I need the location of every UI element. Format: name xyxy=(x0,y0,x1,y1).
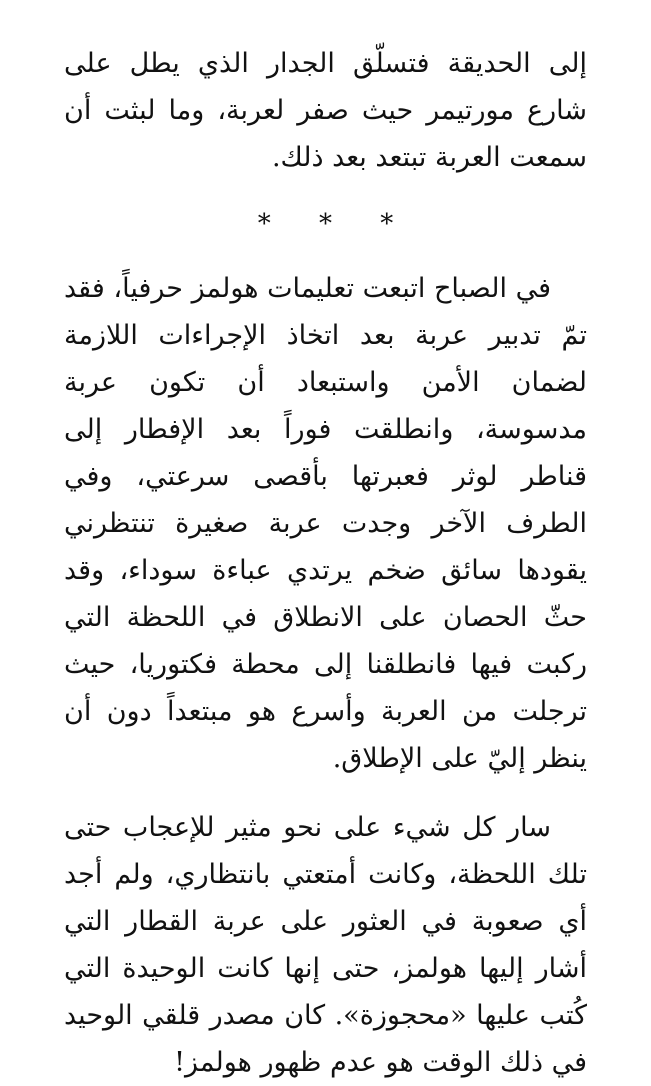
paragraph-continuation: إلى الحديقة فتسلّق الجدار الذي يطل على شارع مورتيمر حيث صفر لعربة، وما لبثت أن سمعت العربة تبتعد بعد ذلك. xyxy=(64,48,587,173)
spacer xyxy=(64,181,587,197)
spacer xyxy=(64,782,587,804)
section-separator: * * * xyxy=(257,209,414,239)
spacer xyxy=(64,251,587,265)
paragraph-station: سار كل شيء على نحو مثير للإعجاب حتى تلك اللحظة، وكانت أمتعتي بانتظاري، ولم أجد أي صعوبة في العثور على عربة القطار التي أشار إليها هولمز، حتى إنها كانت الوحيدة التي كُتب عليها «محجوزة». كان مصدر قلقي الوحيد في ذلك الوقت هو عدم ظهور هولمز! xyxy=(64,812,587,1078)
paragraph-morning: في الصباح اتبعت تعليمات هولمز حرفياً، فقد تمّ تدبير عربة بعد اتخاذ الإجراءات اللازمة لضمان الأمن واستبعاد أن تكون عربة مدسوسة، وانطلقت فوراً بعد الإفطار إلى قناطر لوثر فعبرتها بأقصى سرعتي، وفي الطرف الآخر وجدت عربة صغيرة تنتظرني يقودها سائق ضخم يرتدي عباءة سوداء، وقد حثّ الحصان على الانطلاق في اللحظة التي ركبت فيها فانطلقنا إلى محطة فكتوريا، حيث ترجلت من العربة وأسرع هو مبتعداً دون أن ينظر إليّ على الإطلاق. xyxy=(64,273,587,774)
